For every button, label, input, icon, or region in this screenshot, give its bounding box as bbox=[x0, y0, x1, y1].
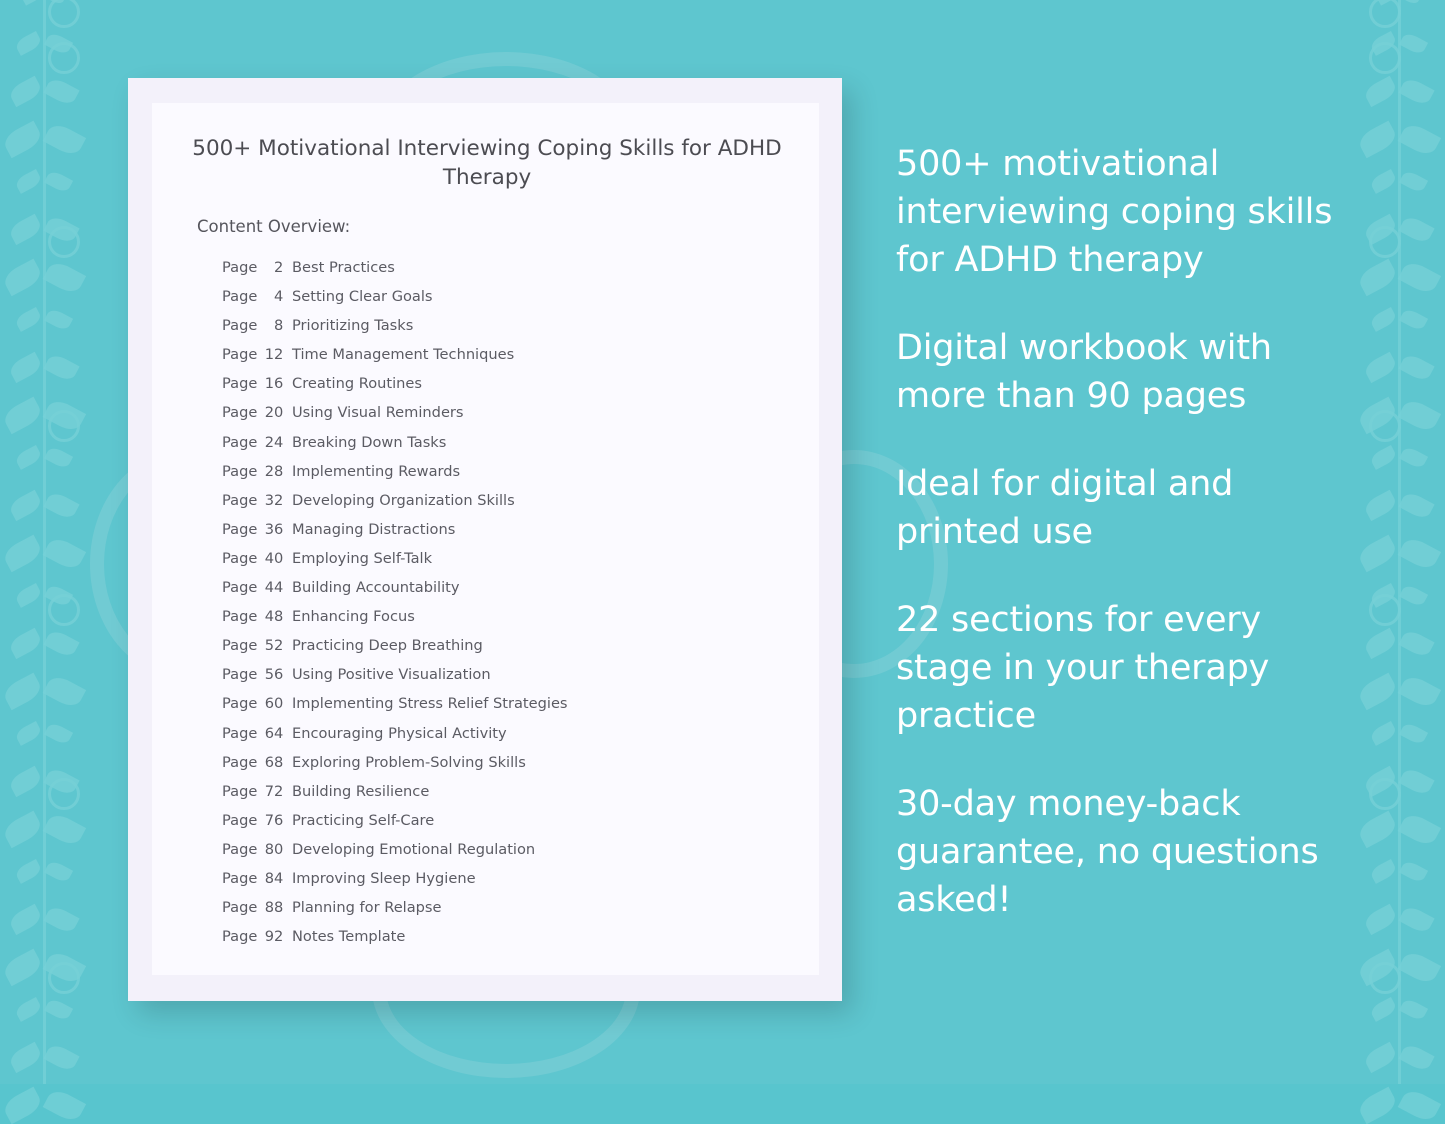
leaf-icon bbox=[1376, 0, 1398, 5]
toc-page-value: 36 bbox=[264, 520, 284, 538]
flower-icon bbox=[1369, 778, 1401, 810]
page-title: 500+ Motivational Interviewing Coping Skills for ADHD Therapy bbox=[192, 136, 782, 190]
toc-row bbox=[222, 253, 782, 282]
toc-page-word: Page bbox=[222, 317, 258, 335]
leaf-icon bbox=[1363, 766, 1399, 797]
leaf-icon bbox=[8, 352, 44, 383]
toc-page-word: Page bbox=[222, 288, 258, 306]
toc-entry-label: Exploring Problem-Solving Skills bbox=[292, 753, 526, 771]
leaf-icon bbox=[44, 0, 66, 5]
toc-row bbox=[222, 631, 782, 660]
leaf-icon bbox=[43, 628, 79, 659]
leaf-icon bbox=[43, 397, 86, 434]
leaf-icon bbox=[1398, 628, 1434, 659]
leaf-icon bbox=[1369, 169, 1398, 194]
toc-row bbox=[222, 398, 782, 427]
leaf-icon bbox=[1399, 859, 1428, 884]
toc-page-number bbox=[222, 602, 288, 631]
toc-page-value: 64 bbox=[264, 724, 284, 742]
marketing-bullet: 22 sections for every stage in your therapy practice bbox=[896, 600, 1270, 736]
leaf-icon bbox=[43, 259, 86, 296]
toc-page-value: 52 bbox=[264, 637, 284, 655]
leaf-icon bbox=[1363, 76, 1399, 107]
leaf-icon bbox=[14, 169, 43, 194]
flower-icon bbox=[1369, 226, 1401, 258]
toc-entry-label: Notes Template bbox=[292, 928, 406, 946]
toc-page-number bbox=[222, 428, 288, 457]
leaf-icon bbox=[43, 811, 86, 848]
leaf-icon bbox=[44, 445, 73, 470]
toc-page-number bbox=[222, 893, 288, 922]
toc-page-word: Page bbox=[222, 520, 258, 538]
content-overview-label: Content Overview: bbox=[197, 217, 351, 236]
toc-page-value: 44 bbox=[264, 579, 284, 597]
marketing-bullet: 500+ motivational interviewing coping skills for ADHD therapy bbox=[896, 144, 1333, 280]
leaf-icon bbox=[44, 583, 73, 608]
toc-page-number bbox=[222, 253, 288, 282]
toc-page-word: Page bbox=[222, 462, 258, 480]
toc-page-word: Page bbox=[222, 695, 258, 713]
leaf-icon bbox=[8, 1042, 44, 1073]
leaf-icon bbox=[1398, 949, 1441, 986]
toc-row bbox=[222, 922, 782, 951]
leaf-icon bbox=[1399, 169, 1428, 194]
leaf-icon bbox=[1398, 121, 1441, 158]
toc-page-value: 24 bbox=[264, 433, 284, 451]
toc-page-number bbox=[222, 660, 288, 689]
leaf-icon bbox=[1, 121, 44, 158]
marketing-bullet-list bbox=[896, 140, 1366, 964]
toc-page-value: 92 bbox=[264, 928, 284, 946]
leaf-icon bbox=[1369, 307, 1398, 332]
leaf-icon bbox=[14, 583, 43, 608]
toc-row bbox=[222, 835, 782, 864]
floral-border-left-icon bbox=[0, 0, 90, 1084]
toc-page-number bbox=[222, 544, 288, 573]
leaf-icon bbox=[1, 1087, 44, 1124]
toc-entry-label: Setting Clear Goals bbox=[292, 288, 433, 306]
leaf-icon bbox=[1398, 352, 1434, 383]
leaf-icon bbox=[43, 352, 79, 383]
toc-page-number bbox=[222, 864, 288, 893]
flower-icon bbox=[1369, 594, 1401, 626]
marketing-bullet: 30-day money-back guarantee, no questions asked! bbox=[896, 784, 1319, 920]
leaf-icon bbox=[1, 811, 44, 848]
leaf-icon bbox=[43, 949, 86, 986]
toc-entry-label: Time Management Techniques bbox=[292, 346, 515, 364]
toc-page-value: 76 bbox=[264, 811, 284, 829]
toc-page-number bbox=[222, 340, 288, 369]
leaf-icon bbox=[1, 535, 44, 572]
leaf-icon bbox=[43, 904, 79, 935]
leaf-icon bbox=[44, 307, 73, 332]
leaf-icon bbox=[1369, 31, 1398, 56]
leaf-icon bbox=[43, 766, 79, 797]
leaf-icon bbox=[8, 76, 44, 107]
toc-row bbox=[222, 544, 782, 573]
toc-page-value: 68 bbox=[264, 753, 284, 771]
toc-page-value: 48 bbox=[264, 608, 284, 626]
leaf-icon bbox=[1399, 445, 1428, 470]
toc-row bbox=[222, 573, 782, 602]
flower-icon bbox=[48, 410, 80, 442]
leaf-icon bbox=[1, 259, 44, 296]
toc-row bbox=[222, 602, 782, 631]
leaf-icon bbox=[14, 859, 43, 884]
toc-row bbox=[222, 515, 782, 544]
toc-page-number bbox=[222, 311, 288, 340]
leaf-icon bbox=[1398, 490, 1434, 521]
flower-icon bbox=[1369, 962, 1401, 994]
leaf-icon bbox=[21, 0, 43, 5]
leaf-icon bbox=[1363, 490, 1399, 521]
toc-entry-label: Using Visual Reminders bbox=[292, 404, 464, 422]
leaf-icon bbox=[44, 31, 73, 56]
leaf-icon bbox=[14, 721, 43, 746]
toc-page-number bbox=[222, 922, 288, 951]
toc-row bbox=[222, 282, 782, 311]
leaf-icon bbox=[1356, 1087, 1399, 1124]
toc-page-number bbox=[222, 515, 288, 544]
toc-row bbox=[222, 660, 782, 689]
leaf-icon bbox=[43, 535, 86, 572]
toc-entry-label: Encouraging Physical Activity bbox=[292, 724, 507, 742]
leaf-icon bbox=[1399, 721, 1428, 746]
leaf-icon bbox=[1369, 721, 1398, 746]
toc-page-number bbox=[222, 689, 288, 718]
leaf-icon bbox=[1369, 997, 1398, 1022]
leaf-icon bbox=[1363, 1042, 1399, 1073]
toc-row bbox=[222, 864, 782, 893]
toc-page-number bbox=[222, 806, 288, 835]
leaf-icon bbox=[14, 445, 43, 470]
leaf-icon bbox=[1398, 214, 1434, 245]
toc-page-value: 20 bbox=[264, 404, 284, 422]
leaf-icon bbox=[1, 949, 44, 986]
leaf-icon bbox=[1399, 307, 1428, 332]
toc-entry-label: Prioritizing Tasks bbox=[292, 317, 414, 335]
flower-icon bbox=[48, 594, 80, 626]
leaf-icon bbox=[1399, 997, 1428, 1022]
toc-row bbox=[222, 893, 782, 922]
toc-entry-label: Improving Sleep Hygiene bbox=[292, 869, 476, 887]
leaf-icon bbox=[43, 76, 79, 107]
toc-page-value: 16 bbox=[264, 375, 284, 393]
toc-page-word: Page bbox=[222, 579, 258, 597]
toc-page-number bbox=[222, 748, 288, 777]
toc-page-word: Page bbox=[222, 666, 258, 684]
flower-icon bbox=[48, 226, 80, 258]
toc-entry-label: Using Positive Visualization bbox=[292, 666, 491, 684]
toc-entry-label: Planning for Relapse bbox=[292, 899, 442, 917]
toc-page-value: 2 bbox=[274, 259, 284, 276]
toc-entry-label: Managing Distractions bbox=[292, 520, 456, 538]
toc-entry-label: Implementing Stress Relief Strategies bbox=[292, 695, 568, 713]
toc-page-value: 84 bbox=[264, 869, 284, 887]
toc-page-value: 56 bbox=[264, 666, 284, 684]
toc-row bbox=[222, 689, 782, 718]
toc-entry-label: Building Resilience bbox=[292, 782, 430, 800]
toc-page-number bbox=[222, 777, 288, 806]
leaf-icon bbox=[1398, 766, 1434, 797]
toc-page-value: 88 bbox=[264, 899, 284, 917]
toc-page-value: 28 bbox=[264, 462, 284, 480]
toc-row bbox=[222, 369, 782, 398]
toc-row bbox=[222, 486, 782, 515]
flower-icon bbox=[48, 0, 80, 28]
leaf-icon bbox=[1398, 397, 1441, 434]
leaf-icon bbox=[43, 1042, 79, 1073]
leaf-icon bbox=[14, 997, 43, 1022]
leaf-icon bbox=[8, 214, 44, 245]
leaf-icon bbox=[1399, 0, 1421, 5]
toc-entry-label: Practicing Self-Care bbox=[292, 811, 435, 829]
floral-border-right-icon bbox=[1355, 0, 1445, 1084]
toc-entry-label: Practicing Deep Breathing bbox=[292, 637, 483, 655]
toc-page-word: Page bbox=[222, 811, 258, 829]
leaf-icon bbox=[1398, 76, 1434, 107]
toc-entry-label: Creating Routines bbox=[292, 375, 422, 393]
leaf-icon bbox=[1, 397, 44, 434]
leaf-icon bbox=[1398, 535, 1441, 572]
toc-entry-label: Developing Emotional Regulation bbox=[292, 840, 536, 858]
flower-icon bbox=[1369, 42, 1401, 74]
toc-row bbox=[222, 428, 782, 457]
leaf-icon bbox=[43, 214, 79, 245]
toc-page-word: Page bbox=[222, 637, 258, 655]
toc-page-number bbox=[222, 631, 288, 660]
toc-page-word: Page bbox=[222, 724, 258, 742]
leaf-icon bbox=[1399, 31, 1428, 56]
toc-entry-label: Best Practices bbox=[292, 259, 395, 276]
toc-page-word: Page bbox=[222, 375, 258, 393]
marketing-bullet: Digital workbook with more than 90 pages bbox=[896, 328, 1272, 416]
toc-row bbox=[222, 806, 782, 835]
leaf-icon bbox=[1398, 673, 1441, 710]
leaf-icon bbox=[43, 121, 86, 158]
leaf-icon bbox=[43, 673, 86, 710]
toc-page-word: Page bbox=[222, 433, 258, 451]
toc-page-number bbox=[222, 457, 288, 486]
toc-page-word: Page bbox=[222, 782, 258, 800]
toc-page-number bbox=[222, 486, 288, 515]
leaf-icon bbox=[1398, 811, 1441, 848]
toc-page-word: Page bbox=[222, 259, 258, 276]
toc-page-number bbox=[222, 719, 288, 748]
toc-page-word: Page bbox=[222, 899, 258, 917]
table-of-contents bbox=[222, 253, 782, 951]
flower-icon bbox=[1369, 410, 1401, 442]
flower-icon bbox=[48, 778, 80, 810]
toc-page-value: 4 bbox=[274, 288, 284, 306]
toc-page-value: 32 bbox=[264, 491, 284, 509]
leaf-icon bbox=[1363, 352, 1399, 383]
leaf-icon bbox=[43, 490, 79, 521]
flower-icon bbox=[48, 962, 80, 994]
toc-page-word: Page bbox=[222, 404, 258, 422]
leaf-icon bbox=[14, 31, 43, 56]
toc-row bbox=[222, 748, 782, 777]
toc-page-number bbox=[222, 573, 288, 602]
toc-entry-label: Enhancing Focus bbox=[292, 608, 415, 626]
flower-icon bbox=[48, 42, 80, 74]
leaf-icon bbox=[1363, 214, 1399, 245]
toc-row bbox=[222, 457, 782, 486]
toc-page-word: Page bbox=[222, 491, 258, 509]
toc-row bbox=[222, 719, 782, 748]
marketing-bullet: Ideal for digital and printed use bbox=[896, 464, 1234, 552]
toc-row bbox=[222, 340, 782, 369]
leaf-icon bbox=[44, 997, 73, 1022]
toc-row bbox=[222, 777, 782, 806]
toc-entry-label: Employing Self-Talk bbox=[292, 549, 433, 567]
toc-page-value: 72 bbox=[264, 782, 284, 800]
toc-page-word: Page bbox=[222, 840, 258, 858]
leaf-icon bbox=[44, 721, 73, 746]
leaf-icon bbox=[1398, 904, 1434, 935]
leaf-icon bbox=[8, 766, 44, 797]
leaf-icon bbox=[1363, 904, 1399, 935]
toc-page-value: 8 bbox=[274, 317, 284, 335]
toc-entry-label: Developing Organization Skills bbox=[292, 491, 515, 509]
leaf-icon bbox=[1, 673, 44, 710]
toc-page-value: 80 bbox=[264, 840, 284, 858]
toc-page-number bbox=[222, 369, 288, 398]
leaf-icon bbox=[1398, 259, 1441, 296]
toc-entry-label: Building Accountability bbox=[292, 579, 460, 597]
leaf-icon bbox=[1369, 583, 1398, 608]
toc-entry-label: Implementing Rewards bbox=[292, 462, 461, 480]
toc-page-word: Page bbox=[222, 346, 258, 364]
toc-entry-label: Breaking Down Tasks bbox=[292, 433, 447, 451]
toc-page-word: Page bbox=[222, 753, 258, 771]
leaf-icon bbox=[8, 490, 44, 521]
toc-row bbox=[222, 311, 782, 340]
toc-page-value: 40 bbox=[264, 549, 284, 567]
leaf-icon bbox=[1363, 628, 1399, 659]
toc-page-value: 12 bbox=[264, 346, 284, 364]
leaf-icon bbox=[8, 628, 44, 659]
leaf-icon bbox=[44, 859, 73, 884]
leaf-icon bbox=[8, 904, 44, 935]
toc-page-number bbox=[222, 398, 288, 427]
leaf-icon bbox=[1369, 445, 1398, 470]
leaf-icon bbox=[1398, 1087, 1441, 1124]
leaf-icon bbox=[43, 1087, 86, 1124]
toc-page-word: Page bbox=[222, 869, 258, 887]
leaf-icon bbox=[14, 307, 43, 332]
toc-page-value: 60 bbox=[264, 695, 284, 713]
leaf-icon bbox=[44, 169, 73, 194]
toc-page-word: Page bbox=[222, 549, 258, 567]
leaf-icon bbox=[1369, 859, 1398, 884]
leaf-icon bbox=[1398, 1042, 1434, 1073]
toc-page-number bbox=[222, 282, 288, 311]
flower-icon bbox=[1369, 0, 1401, 28]
leaf-icon bbox=[1399, 583, 1428, 608]
toc-page-word: Page bbox=[222, 928, 258, 946]
toc-page-word: Page bbox=[222, 608, 258, 626]
toc-page-number bbox=[222, 835, 288, 864]
